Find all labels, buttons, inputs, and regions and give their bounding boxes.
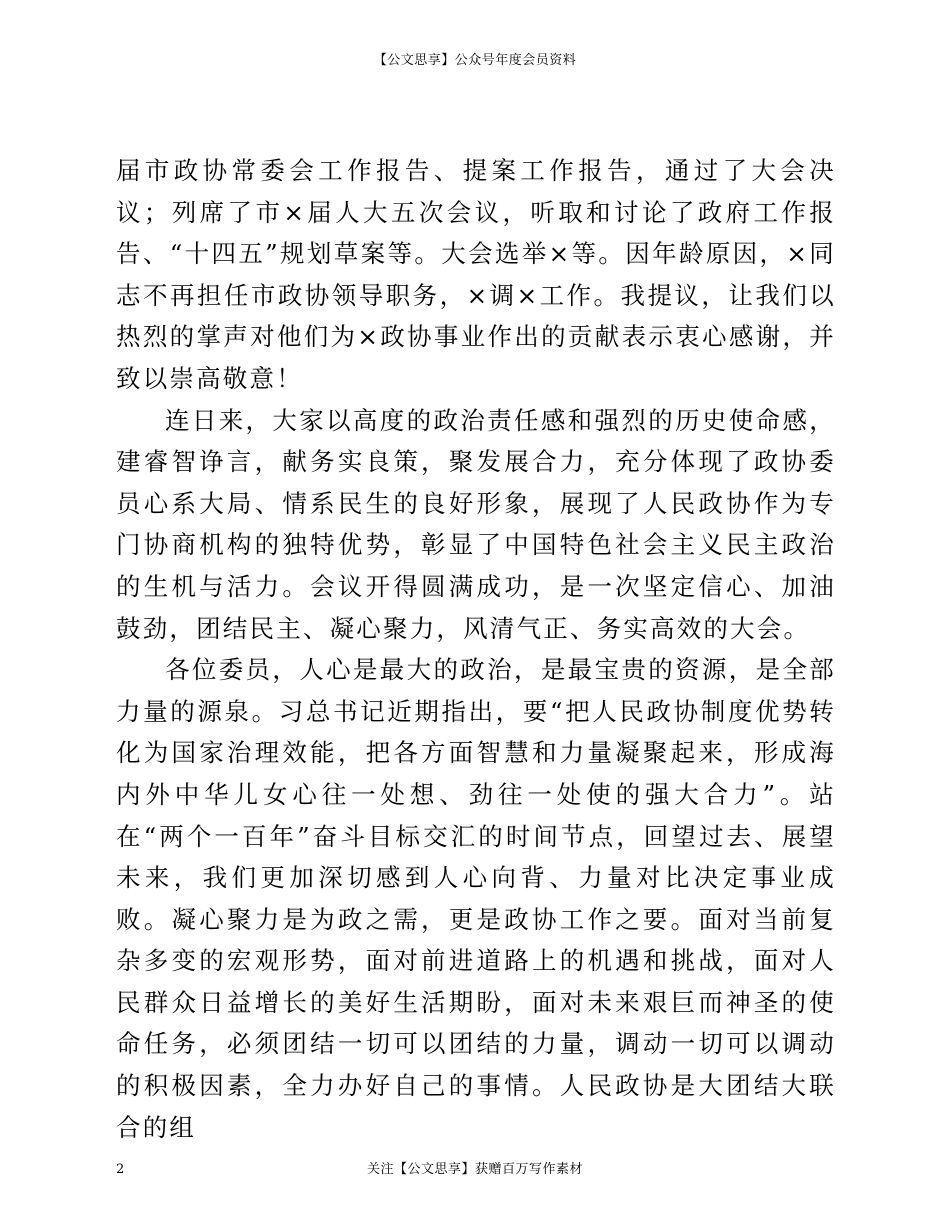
- paragraph: 各位委员，人心是最大的政治，是最宝贵的资源，是全部力量的源泉。习总书记近期指出，要“把人民政协制度优势转化为国家治理效能，把各方面智慧和力量凝聚起来，形成海内外中华儿女心往一处想、劲往一处使的强大合力”。站在“两个一百年”奋斗目标交汇的时间节点，回望过去、展望未来，我们更加深切感到人心向背、力量对比决定事业成败。凝心聚力是为政之需，更是政协工作之要。面对当前复杂多变的宏观形势，面对前进道路上的机遇和挑战，面对人民群众日益增长的美好生活期盼，面对未来艰巨而神圣的使命任务，必须团结一切可以团结的力量，调动一切可以调动的积极因素，全力办好自己的事情。人民政协是大团结大联合的组: [116, 655, 836, 1142]
- footer-note: 关注【公文思享】获赠百万写作素材: [366, 1162, 583, 1177]
- page-number: 2: [116, 1162, 125, 1177]
- paragraph-continued: 届市政协常委会工作报告、提案工作报告，通过了大会决议；列席了市×届人大五次会议，听取和讨论了政府工作报告、“十四五”规划草案等。大会选举×等。因年龄原因，×同志不再担任市政协领导职务，×调×工作。我提议，让我们以热烈的掌声对他们为×政协事业作出的贡献表示衷心感谢，并致以崇高敬意！: [116, 156, 836, 393]
- page-header: 【公文思享】公众号年度会员资料: [373, 53, 577, 68]
- page-footer: [0, 1161, 950, 1181]
- document-body: [116, 150, 836, 1148]
- paragraph: 连日来，大家以高度的政治责任感和强烈的历史使命感，建睿智诤言，献务实良策，聚发展合力，充分体现了政协委员心系大局、情系民生的良好形象，展现了人民政协作为专门协商机构的独特优势，彰显了中国特色社会主义民主政治的生机与活力。会议开得圆满成功，是一次坚定信心、加油鼓劲，团结民主、凝心聚力，风清气正、务实高效的大会。: [116, 405, 836, 643]
